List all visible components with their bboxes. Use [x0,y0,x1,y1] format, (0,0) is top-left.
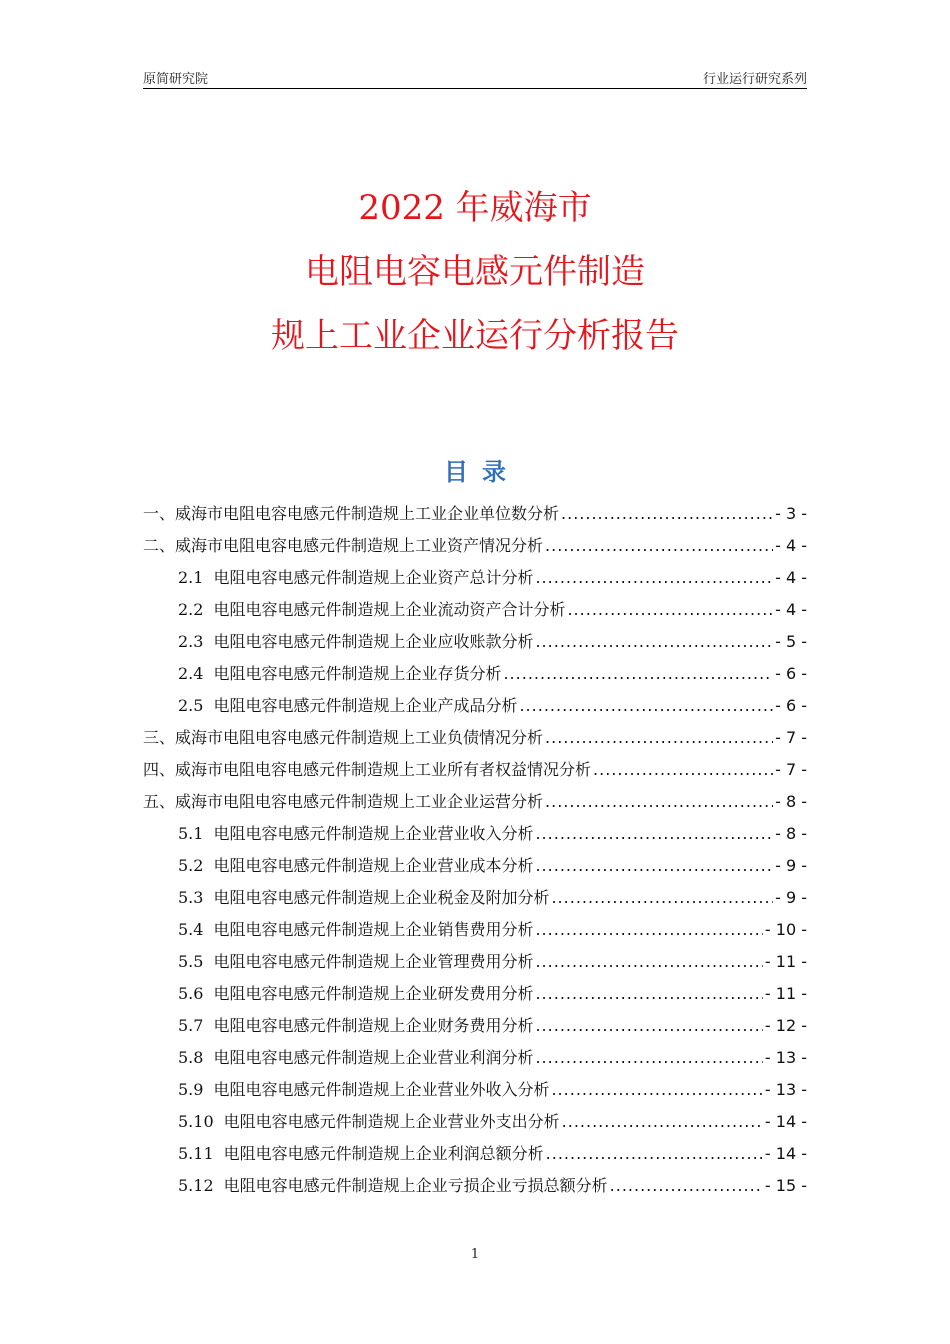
toc-leader-dots [561,498,773,530]
toc-item-page: - 13 - [764,1080,807,1099]
toc-item-page: - 5 - [775,632,807,651]
toc-item[interactable] [143,1074,807,1106]
toc-leader-dots [535,818,773,850]
toc-item-number: 2.5 [178,696,204,715]
toc-item[interactable] [143,786,807,818]
toc-item-label: 电阻电容电感元件制造规上企业营业利润分析 [213,1048,534,1067]
toc-item-label: 电阻电容电感元件制造规上企业销售费用分析 [213,920,534,939]
toc-item-number: 5.4 [178,920,204,939]
toc-item-number: 5.1 [178,824,204,843]
toc-item-page: - 7 - [775,760,807,779]
toc-item-page: - 9 - [775,856,807,875]
toc-item-label: 电阻电容电感元件制造规上企业营业外支出分析 [223,1112,560,1131]
toc-item[interactable] [143,1106,807,1138]
toc-item-page: - 11 - [764,984,807,1003]
toc-item-page: - 15 - [764,1176,807,1195]
table-of-contents [143,498,807,1202]
toc-item[interactable] [143,850,807,882]
report-title [0,176,950,368]
toc-leader-dots [545,530,773,562]
toc-item-page: - 4 - [775,600,807,619]
toc-leader-dots [535,850,773,882]
toc-item[interactable] [143,658,807,690]
title-line-1: 2022 年威海市 [358,188,592,228]
toc-leader-dots [535,562,773,594]
toc-leader-dots [551,882,773,914]
header-publisher: 原简研究院 [143,72,209,87]
toc-item[interactable] [143,562,807,594]
page-header [143,66,807,89]
toc-item-number: 5.8 [178,1048,204,1067]
toc-item-number: 2.2 [178,600,204,619]
toc-item-number: 5.11 [178,1144,214,1163]
toc-item-number: 2.4 [178,664,204,683]
toc-item-label: 电阻电容电感元件制造规上企业流动资产合计分析 [213,600,566,619]
toc-item-number: 5.7 [178,1016,204,1035]
toc-item[interactable] [143,914,807,946]
toc-item-page: - 4 - [775,536,807,555]
toc-leader-dots [535,1042,762,1074]
toc-item[interactable] [143,722,807,754]
toc-item-label: 电阻电容电感元件制造规上企业财务费用分析 [213,1016,534,1035]
toc-item-number: 5.10 [178,1112,214,1131]
toc-item[interactable] [143,498,807,530]
toc-leader-dots [545,722,773,754]
toc-item-number: 5.2 [178,856,204,875]
toc-leader-dots [593,754,773,786]
toc-item-page: - 6 - [775,664,807,683]
toc-item-label: 电阻电容电感元件制造规上企业营业收入分析 [213,824,534,843]
toc-item-page: - 8 - [775,792,807,811]
toc-item[interactable] [143,946,807,978]
toc-leader-dots [546,1138,763,1170]
page-number: 1 [470,1247,480,1262]
toc-item-label: 电阻电容电感元件制造规上企业税金及附加分析 [213,888,550,907]
toc-leader-dots [551,1074,762,1106]
toc-item[interactable] [143,594,807,626]
title-line-2: 电阻电容电感元件制造 [305,252,645,292]
toc-leader-dots [535,946,762,978]
toc-item[interactable] [143,1138,807,1170]
toc-item[interactable] [143,754,807,786]
toc-item-label: 电阻电容电感元件制造规上企业利润总额分析 [223,1144,544,1163]
toc-item-label: 电阻电容电感元件制造规上企业营业成本分析 [213,856,534,875]
toc-item[interactable] [143,882,807,914]
header-series: 行业运行研究系列 [702,72,807,87]
toc-item-label: 一、威海市电阻电容电感元件制造规上工业企业单位数分析 [143,504,560,523]
toc-leader-dots [535,626,773,658]
toc-item-page: - 14 - [764,1112,807,1131]
toc-item-page: - 14 - [764,1144,807,1163]
toc-heading: 目录 [444,458,520,486]
toc-item[interactable] [143,1042,807,1074]
toc-item[interactable] [143,818,807,850]
toc-item-page: - 9 - [775,888,807,907]
toc-item-page: - 12 - [764,1016,807,1035]
toc-item-page: - 6 - [775,696,807,715]
toc-item-label: 电阻电容电感元件制造规上企业管理费用分析 [213,952,534,971]
toc-item-label: 电阻电容电感元件制造规上企业资产总计分析 [213,568,534,587]
toc-item[interactable] [143,1170,807,1202]
toc-item-label: 电阻电容电感元件制造规上企业存货分析 [213,664,502,683]
toc-item-label: 电阻电容电感元件制造规上企业营业外收入分析 [213,1080,550,1099]
toc-item[interactable] [143,530,807,562]
toc-item-number: 5.9 [178,1080,204,1099]
toc-leader-dots [567,594,773,626]
toc-item-page: - 3 - [775,504,807,523]
toc-item-number: 5.12 [178,1176,214,1195]
toc-leader-dots [535,1010,762,1042]
toc-item[interactable] [143,978,807,1010]
toc-item-number: 5.6 [178,984,204,1003]
toc-item-label: 电阻电容电感元件制造规上企业应收账款分析 [213,632,534,651]
toc-item[interactable] [143,626,807,658]
toc-item[interactable] [143,1010,807,1042]
toc-item-label: 四、威海市电阻电容电感元件制造规上工业所有者权益情况分析 [143,760,592,779]
toc-leader-dots [535,914,762,946]
toc-item[interactable] [143,690,807,722]
toc-item-label: 电阻电容电感元件制造规上企业亏损企业亏损总额分析 [223,1176,608,1195]
toc-item-label: 二、威海市电阻电容电感元件制造规上工业资产情况分析 [143,536,544,555]
toc-item-label: 三、威海市电阻电容电感元件制造规上工业负债情况分析 [143,728,544,747]
toc-item-label: 电阻电容电感元件制造规上企业产成品分析 [213,696,518,715]
toc-item-page: - 8 - [775,824,807,843]
toc-leader-dots [562,1106,763,1138]
toc-item-number: 5.3 [178,888,204,907]
toc-leader-dots [503,658,773,690]
toc-leader-dots [545,786,773,818]
toc-item-page: - 11 - [764,952,807,971]
toc-item-page: - 7 - [775,728,807,747]
toc-leader-dots [519,690,773,722]
toc-item-page: - 4 - [775,568,807,587]
title-line-3: 规上工业企业运行分析报告 [271,316,679,356]
toc-item-page: - 13 - [764,1048,807,1067]
toc-item-page: - 10 - [764,920,807,939]
toc-item-label: 五、威海市电阻电容电感元件制造规上工业企业运营分析 [143,792,544,811]
toc-item-number: 2.1 [178,568,204,587]
toc-leader-dots [610,1170,763,1202]
toc-item-label: 电阻电容电感元件制造规上企业研发费用分析 [213,984,534,1003]
toc-leader-dots [535,978,762,1010]
toc-item-number: 5.5 [178,952,204,971]
toc-item-number: 2.3 [178,632,204,651]
